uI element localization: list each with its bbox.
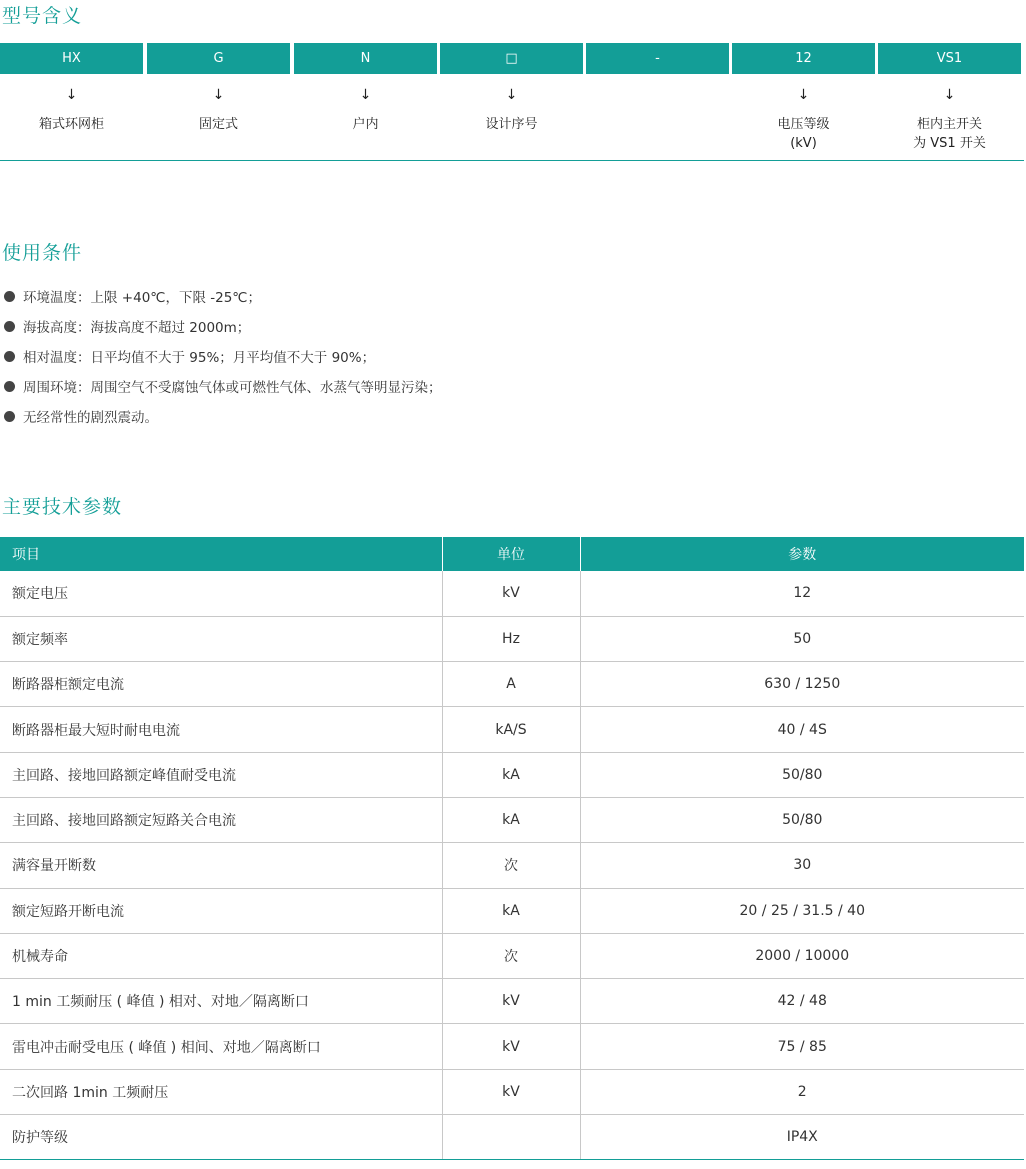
param-value-cell: 40 / 4S <box>580 707 1024 752</box>
model-code-cell: VS1 <box>878 43 1021 74</box>
model-code-cell: □ <box>440 43 583 74</box>
param-value-cell: 630 / 1250 <box>580 662 1024 707</box>
param-value-cell: 30 <box>580 843 1024 888</box>
table-row <box>0 707 1024 752</box>
conditions-section-title: 使用条件 <box>2 242 83 264</box>
param-value-cell: 2000 / 10000 <box>580 933 1024 978</box>
down-arrow-icon: ↓ <box>359 87 372 103</box>
model-meaning-column <box>0 86 143 134</box>
bullet-icon <box>4 381 15 392</box>
param-unit-cell: kV <box>442 979 580 1024</box>
params-table <box>0 537 1024 1160</box>
table-row <box>0 797 1024 842</box>
param-unit-cell: kV <box>442 1069 580 1114</box>
params-section-title: 主要技术参数 <box>2 496 123 518</box>
table-row <box>0 616 1024 661</box>
param-name-cell: 额定电压 <box>0 571 442 616</box>
param-value-cell: 2 <box>580 1069 1024 1114</box>
bullet-icon <box>4 291 15 302</box>
model-code-cell: G <box>147 43 290 74</box>
param-value-cell: 50/80 <box>580 752 1024 797</box>
model-code-cell: N <box>294 43 437 74</box>
param-unit-cell: kA <box>442 752 580 797</box>
column-header-unit: 单位 <box>442 537 580 571</box>
param-name-cell: 断路器柜额定电流 <box>0 662 442 707</box>
condition-text: 周围环境：周围空气不受腐蚀气体或可燃性气体、水蒸气等明显污染； <box>23 380 442 396</box>
model-meaning-label: 固定式 <box>198 117 238 132</box>
bullet-icon <box>4 321 15 332</box>
condition-text: 相对温度：日平均值不大于 95%；月平均值不大于 90%； <box>23 350 376 366</box>
table-row <box>0 979 1024 1024</box>
param-unit-cell: kA <box>442 797 580 842</box>
param-name-cell: 1 min 工频耐压 ( 峰值 ) 相对、对地／隔离断口 <box>0 979 442 1024</box>
model-meaning-label: 户内 <box>352 117 379 132</box>
table-row <box>0 1069 1024 1114</box>
table-row <box>0 843 1024 888</box>
conditions-list <box>4 281 442 431</box>
param-value-cell: 20 / 25 / 31.5 / 40 <box>580 888 1024 933</box>
model-meaning-column <box>147 86 290 134</box>
list-item <box>4 311 442 341</box>
model-meaning-label: 柜内主开关 为 VS1 开关 <box>913 117 986 151</box>
column-header-item: 项目 <box>0 537 442 571</box>
param-value-cell: 75 / 85 <box>580 1024 1024 1069</box>
condition-text: 无经常性的剧烈震动。 <box>23 410 158 426</box>
table-row <box>0 752 1024 797</box>
param-unit-cell: 次 <box>442 933 580 978</box>
table-row <box>0 1024 1024 1069</box>
model-meaning-column <box>294 86 437 134</box>
param-unit-cell: kV <box>442 571 580 616</box>
table-row <box>0 888 1024 933</box>
param-name-cell: 雷电冲击耐受电压 ( 峰值 ) 相间、对地／隔离断口 <box>0 1024 442 1069</box>
down-arrow-icon: ↓ <box>505 87 518 103</box>
param-value-cell: IP4X <box>580 1115 1024 1160</box>
param-value-cell: 12 <box>580 571 1024 616</box>
param-value-cell: 50/80 <box>580 797 1024 842</box>
model-meaning-column <box>732 86 875 153</box>
list-item <box>4 401 442 431</box>
param-unit-cell: Hz <box>442 616 580 661</box>
param-name-cell: 满容量开断数 <box>0 843 442 888</box>
model-meaning-label: 电压等级 (kV) <box>777 117 830 151</box>
model-code-cell: HX <box>0 43 143 74</box>
down-arrow-icon: ↓ <box>943 87 956 103</box>
param-unit-cell: kA <box>442 888 580 933</box>
list-item <box>4 341 442 371</box>
table-row <box>0 662 1024 707</box>
table-row <box>0 933 1024 978</box>
model-code-cell: 12 <box>732 43 875 74</box>
list-item <box>4 281 442 311</box>
down-arrow-icon: ↓ <box>212 87 225 103</box>
param-name-cell: 主回路、接地回路额定短路关合电流 <box>0 797 442 842</box>
bullet-icon <box>4 351 15 362</box>
param-name-cell: 防护等级 <box>0 1115 442 1160</box>
model-code-cell: - <box>586 43 729 74</box>
condition-text: 环境温度：上限 +40℃，下限 -25℃； <box>23 290 261 306</box>
param-name-cell: 额定频率 <box>0 616 442 661</box>
param-unit-cell: kA/S <box>442 707 580 752</box>
column-header-value: 参数 <box>580 537 1024 571</box>
param-value-cell: 42 / 48 <box>580 979 1024 1024</box>
model-meaning-column <box>440 86 583 134</box>
down-arrow-icon: ↓ <box>65 87 78 103</box>
param-name-cell: 主回路、接地回路额定峰值耐受电流 <box>0 752 442 797</box>
param-name-cell: 二次回路 1min 工频耐压 <box>0 1069 442 1114</box>
param-unit-cell <box>442 1115 580 1160</box>
bullet-icon <box>4 411 15 422</box>
model-meaning-label: 箱式环网柜 <box>38 117 104 132</box>
param-name-cell: 额定短路开断电流 <box>0 888 442 933</box>
param-unit-cell: 次 <box>442 843 580 888</box>
model-section-title: 型号含义 <box>2 5 83 27</box>
model-code-bar <box>0 43 1024 74</box>
param-unit-cell: A <box>442 662 580 707</box>
model-meaning-column <box>878 86 1021 153</box>
param-name-cell: 断路器柜最大短时耐电电流 <box>0 707 442 752</box>
model-meaning-label: 设计序号 <box>485 117 538 132</box>
down-arrow-icon: ↓ <box>797 87 810 103</box>
param-value-cell: 50 <box>580 616 1024 661</box>
param-unit-cell: kV <box>442 1024 580 1069</box>
table-header-row <box>0 537 1024 571</box>
section-divider <box>0 160 1024 161</box>
table-row <box>0 1115 1024 1160</box>
table-row <box>0 571 1024 616</box>
list-item <box>4 371 442 401</box>
param-name-cell: 机械寿命 <box>0 933 442 978</box>
condition-text: 海拔高度：海拔高度不超过 2000m； <box>23 320 251 336</box>
